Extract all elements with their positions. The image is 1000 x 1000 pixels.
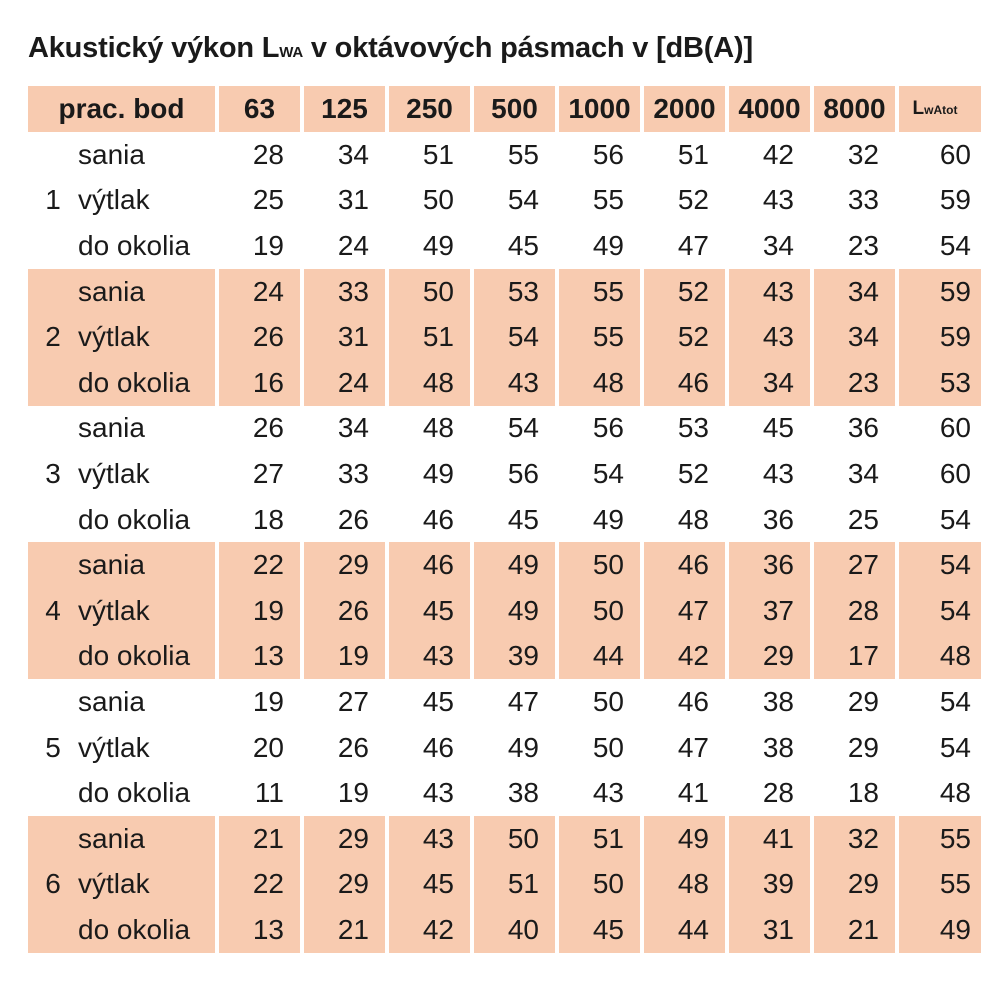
band-value-cell: 49 [385, 451, 470, 497]
measurement-type: do okolia [78, 229, 191, 261]
band-value-cell: 34 [810, 314, 895, 360]
band-value-cell: 27 [810, 542, 895, 588]
band-value-cell: 42 [725, 132, 810, 178]
total-value-cell: 54 [895, 497, 981, 543]
work-point-number: 1 [45, 184, 61, 216]
band-value-cell: 28 [215, 132, 300, 178]
band-value-cell: 51 [385, 132, 470, 178]
band-value-cell: 28 [810, 588, 895, 634]
band-value-cell: 38 [725, 679, 810, 725]
row-label [28, 862, 215, 908]
band-value-cell: 50 [555, 862, 640, 908]
measurement-type: výtlak [78, 321, 150, 353]
band-value-cell: 55 [555, 178, 640, 224]
band-value-cell: 46 [385, 542, 470, 588]
band-value-cell: 55 [555, 314, 640, 360]
measurement-type: sania [78, 275, 145, 307]
band-value-cell: 27 [300, 679, 385, 725]
row-label [28, 223, 215, 269]
page-title [28, 32, 753, 65]
band-value-cell: 49 [385, 223, 470, 269]
total-value-cell: 59 [895, 314, 981, 360]
measurement-type: sania [78, 822, 145, 854]
total-value-cell: 54 [895, 542, 981, 588]
header-total-main: L [912, 98, 925, 119]
band-value-cell: 55 [555, 269, 640, 315]
row-label [28, 634, 215, 680]
table-body [28, 132, 981, 953]
title-subscript: WA [279, 44, 304, 61]
band-value-cell: 44 [555, 634, 640, 680]
row-label [28, 269, 215, 315]
band-value-cell: 31 [725, 907, 810, 953]
band-value-cell: 24 [300, 223, 385, 269]
band-value-cell: 21 [300, 907, 385, 953]
band-value-cell: 34 [810, 451, 895, 497]
measurement-type: do okolia [78, 777, 191, 809]
band-value-cell: 26 [300, 588, 385, 634]
band-value-cell: 39 [725, 862, 810, 908]
band-value-cell: 26 [300, 497, 385, 543]
header-band: 2000 [640, 86, 725, 132]
band-value-cell: 54 [470, 314, 555, 360]
total-value-cell: 54 [895, 725, 981, 771]
work-point-number: 6 [45, 868, 61, 900]
band-value-cell: 13 [215, 907, 300, 953]
band-value-cell: 49 [640, 816, 725, 862]
header-band: 4000 [725, 86, 810, 132]
band-value-cell: 48 [640, 862, 725, 908]
band-value-cell: 53 [640, 406, 725, 452]
header-point: prac. bod [58, 93, 185, 124]
band-value-cell: 18 [215, 497, 300, 543]
band-value-cell: 22 [215, 542, 300, 588]
band-value-cell: 20 [215, 725, 300, 771]
row-label [28, 679, 215, 725]
band-value-cell: 49 [470, 542, 555, 588]
total-value-cell: 48 [895, 770, 981, 816]
header-row [28, 86, 981, 132]
band-value-cell: 49 [555, 223, 640, 269]
band-value-cell: 17 [810, 634, 895, 680]
table-row [28, 907, 981, 953]
band-value-cell: 56 [555, 406, 640, 452]
row-label [28, 497, 215, 543]
band-value-cell: 25 [215, 178, 300, 224]
band-value-cell: 54 [470, 178, 555, 224]
band-value-cell: 45 [385, 679, 470, 725]
band-value-cell: 32 [810, 816, 895, 862]
band-value-cell: 42 [385, 907, 470, 953]
measurement-type: do okolia [78, 366, 191, 398]
table-row [28, 862, 981, 908]
band-value-cell: 29 [810, 679, 895, 725]
band-value-cell: 28 [725, 770, 810, 816]
table-row [28, 451, 981, 497]
table-row [28, 178, 981, 224]
band-value-cell: 26 [215, 314, 300, 360]
band-value-cell: 26 [215, 406, 300, 452]
row-label [28, 314, 215, 360]
band-value-cell: 52 [640, 314, 725, 360]
measurement-type: sania [78, 412, 145, 444]
title-main: Akustický výkon L [28, 32, 280, 64]
band-value-cell: 45 [470, 497, 555, 543]
measurement-type: sania [78, 549, 145, 581]
band-value-cell: 46 [385, 497, 470, 543]
band-value-cell: 34 [810, 269, 895, 315]
measurement-type: výtlak [78, 594, 150, 626]
band-value-cell: 32 [810, 132, 895, 178]
band-value-cell: 29 [300, 816, 385, 862]
band-value-cell: 45 [725, 406, 810, 452]
band-value-cell: 36 [810, 406, 895, 452]
band-value-cell: 50 [470, 816, 555, 862]
band-value-cell: 48 [640, 497, 725, 543]
band-value-cell: 41 [725, 816, 810, 862]
band-value-cell: 36 [725, 497, 810, 543]
band-value-cell: 48 [385, 360, 470, 406]
total-value-cell: 60 [895, 132, 981, 178]
band-value-cell: 54 [555, 451, 640, 497]
measurement-type: do okolia [78, 640, 191, 672]
measurement-type: do okolia [78, 503, 191, 535]
row-label [28, 360, 215, 406]
band-value-cell: 19 [215, 588, 300, 634]
band-value-cell: 24 [300, 360, 385, 406]
band-value-cell: 46 [640, 360, 725, 406]
total-value-cell: 55 [895, 862, 981, 908]
band-value-cell: 50 [385, 178, 470, 224]
band-value-cell: 34 [300, 132, 385, 178]
work-point-number: 2 [45, 321, 61, 353]
work-point-number: 4 [45, 594, 61, 626]
band-value-cell: 21 [810, 907, 895, 953]
measurement-type: výtlak [78, 457, 150, 489]
band-value-cell: 49 [470, 725, 555, 771]
table-row [28, 497, 981, 543]
band-value-cell: 24 [215, 269, 300, 315]
row-label [28, 907, 215, 953]
band-value-cell: 36 [725, 542, 810, 588]
table-row [28, 588, 981, 634]
band-value-cell: 43 [725, 178, 810, 224]
band-value-cell: 38 [725, 725, 810, 771]
band-value-cell: 52 [640, 178, 725, 224]
band-value-cell: 31 [300, 314, 385, 360]
band-value-cell: 41 [640, 770, 725, 816]
row-label [28, 542, 215, 588]
band-value-cell: 47 [640, 588, 725, 634]
band-value-cell: 48 [555, 360, 640, 406]
header-band: 1000 [555, 86, 640, 132]
band-value-cell: 34 [725, 360, 810, 406]
band-value-cell: 42 [640, 634, 725, 680]
header-band: 250 [385, 86, 470, 132]
table-row [28, 679, 981, 725]
band-value-cell: 19 [300, 770, 385, 816]
table-row [28, 542, 981, 588]
header-band: 63 [215, 86, 300, 132]
measurement-type: sania [78, 138, 145, 170]
band-value-cell: 51 [555, 816, 640, 862]
band-value-cell: 49 [470, 588, 555, 634]
measurement-type: výtlak [78, 731, 150, 763]
band-value-cell: 50 [555, 542, 640, 588]
band-value-cell: 29 [300, 542, 385, 588]
band-value-cell: 27 [215, 451, 300, 497]
band-value-cell: 45 [470, 223, 555, 269]
band-value-cell: 34 [725, 223, 810, 269]
band-value-cell: 44 [640, 907, 725, 953]
row-label [28, 816, 215, 862]
band-value-cell: 50 [555, 725, 640, 771]
total-value-cell: 55 [895, 816, 981, 862]
band-value-cell: 22 [215, 862, 300, 908]
band-value-cell: 33 [300, 451, 385, 497]
total-value-cell: 54 [895, 223, 981, 269]
band-value-cell: 29 [810, 725, 895, 771]
header-band: 125 [300, 86, 385, 132]
band-value-cell: 54 [470, 406, 555, 452]
band-value-cell: 52 [640, 269, 725, 315]
total-value-cell: 60 [895, 451, 981, 497]
band-value-cell: 19 [300, 634, 385, 680]
band-value-cell: 45 [555, 907, 640, 953]
total-value-cell: 60 [895, 406, 981, 452]
band-value-cell: 43 [725, 314, 810, 360]
band-value-cell: 52 [640, 451, 725, 497]
band-value-cell: 25 [810, 497, 895, 543]
band-value-cell: 43 [470, 360, 555, 406]
row-label [28, 588, 215, 634]
band-value-cell: 29 [725, 634, 810, 680]
title-rest: v oktávových pásmach v [dB(A)] [303, 32, 753, 64]
band-value-cell: 33 [300, 269, 385, 315]
header-total [895, 86, 981, 132]
work-point-number: 3 [45, 457, 61, 489]
band-value-cell: 55 [470, 132, 555, 178]
table-row [28, 406, 981, 452]
row-label [28, 451, 215, 497]
band-value-cell: 26 [300, 725, 385, 771]
band-value-cell: 46 [640, 679, 725, 725]
band-value-cell: 40 [470, 907, 555, 953]
total-value-cell: 59 [895, 269, 981, 315]
total-value-cell: 53 [895, 360, 981, 406]
band-value-cell: 31 [300, 178, 385, 224]
row-label [28, 406, 215, 452]
band-value-cell: 53 [470, 269, 555, 315]
band-value-cell: 49 [555, 497, 640, 543]
band-value-cell: 19 [215, 679, 300, 725]
band-value-cell: 43 [725, 451, 810, 497]
band-value-cell: 43 [385, 816, 470, 862]
table-row [28, 132, 981, 178]
band-value-cell: 21 [215, 816, 300, 862]
band-value-cell: 51 [640, 132, 725, 178]
table-row [28, 816, 981, 862]
band-value-cell: 34 [300, 406, 385, 452]
band-value-cell: 29 [810, 862, 895, 908]
row-label [28, 770, 215, 816]
band-value-cell: 13 [215, 634, 300, 680]
total-value-cell: 54 [895, 679, 981, 725]
header-band: 500 [470, 86, 555, 132]
band-value-cell: 47 [640, 725, 725, 771]
table-row [28, 725, 981, 771]
row-label [28, 132, 215, 178]
table-row [28, 269, 981, 315]
band-value-cell: 11 [215, 770, 300, 816]
table-row [28, 314, 981, 360]
total-value-cell: 48 [895, 634, 981, 680]
band-value-cell: 51 [470, 862, 555, 908]
band-value-cell: 56 [470, 451, 555, 497]
row-label [28, 725, 215, 771]
band-value-cell: 48 [385, 406, 470, 452]
measurement-type: výtlak [78, 868, 150, 900]
band-value-cell: 50 [385, 269, 470, 315]
band-value-cell: 45 [385, 588, 470, 634]
table-row [28, 634, 981, 680]
band-value-cell: 50 [555, 679, 640, 725]
band-value-cell: 18 [810, 770, 895, 816]
band-value-cell: 56 [555, 132, 640, 178]
band-value-cell: 50 [555, 588, 640, 634]
header-total-sub: wAtot [924, 103, 958, 117]
work-point-number: 5 [45, 731, 61, 763]
band-value-cell: 47 [640, 223, 725, 269]
measurement-type: sania [78, 685, 145, 717]
table-row [28, 770, 981, 816]
band-value-cell: 33 [810, 178, 895, 224]
acoustic-power-table [28, 86, 981, 953]
table-row [28, 360, 981, 406]
band-value-cell: 43 [385, 634, 470, 680]
band-value-cell: 37 [725, 588, 810, 634]
total-value-cell: 59 [895, 178, 981, 224]
band-value-cell: 43 [725, 269, 810, 315]
total-value-cell: 49 [895, 907, 981, 953]
band-value-cell: 47 [470, 679, 555, 725]
band-value-cell: 38 [470, 770, 555, 816]
total-value-cell: 54 [895, 588, 981, 634]
band-value-cell: 45 [385, 862, 470, 908]
band-value-cell: 46 [640, 542, 725, 588]
band-value-cell: 23 [810, 360, 895, 406]
table-row [28, 223, 981, 269]
band-value-cell: 19 [215, 223, 300, 269]
band-value-cell: 39 [470, 634, 555, 680]
band-value-cell: 51 [385, 314, 470, 360]
measurement-type: výtlak [78, 184, 150, 216]
header-band: 8000 [810, 86, 895, 132]
band-value-cell: 29 [300, 862, 385, 908]
row-label [28, 178, 215, 224]
band-value-cell: 16 [215, 360, 300, 406]
band-value-cell: 46 [385, 725, 470, 771]
band-value-cell: 23 [810, 223, 895, 269]
measurement-type: do okolia [78, 913, 191, 945]
band-value-cell: 43 [385, 770, 470, 816]
band-value-cell: 43 [555, 770, 640, 816]
